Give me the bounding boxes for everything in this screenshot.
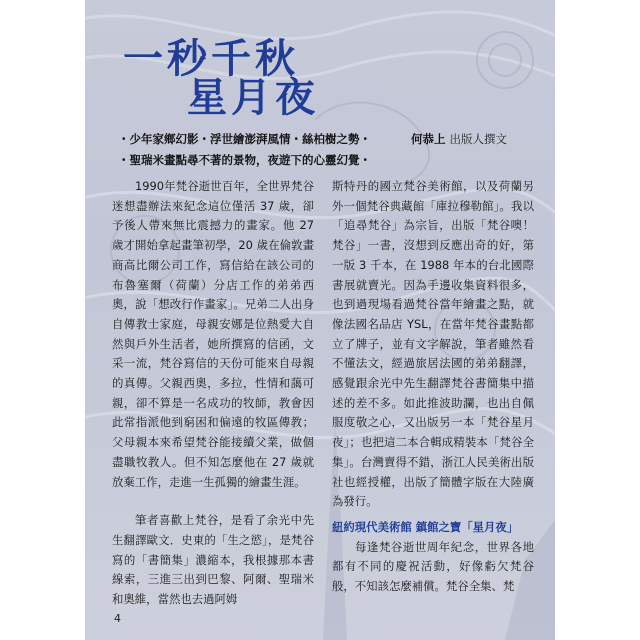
subtitle-line-1: ・少年家鄉幻影・浮世繪澎湃風情・絲柏樹之勢・ [118, 132, 371, 146]
title-line-1: 一秒千秋 [123, 36, 299, 82]
left-paragraph-2: 筆者喜歡上梵谷，是看了余光中先生翻譯歐文．史東的「生之慾」，是梵谷寫的「書簡集」濃縮本，我根據那本書線索，三進三出到巴黎、阿爾、聖瑞米和奧維，當然也去過阿姆 [112, 513, 314, 607]
subtitle-block [118, 129, 418, 171]
title-line-2: 星月夜 [187, 75, 319, 121]
author-name: 何恭上 [411, 132, 446, 146]
right-column [332, 177, 534, 597]
section-heading: 紐約現代美術館 鎮館之寶「星月夜」 [332, 519, 519, 534]
left-column [112, 177, 314, 610]
author-credit [411, 129, 507, 150]
author-role: 出版人撰文 [449, 132, 507, 146]
magazine-page [85, 0, 555, 640]
left-paragraph-1: 1990年梵谷逝世百年，全世界梵谷迷想盡辦法來紀念這位僅活 37 歲，卻予後人帶來無比震撼力的畫家。他 27 歲才開始拿起畫筆初學，20 歲在倫敦畫商高比爾公司工作，寫信給在該公司的布魯塞爾（荷蘭）分店工作的弟弟西奧，說「想改行作畫家」。兄弟二人出身自傳教士家庭，母親安娜是位熱愛大自然與戶外生活者，她所撰寫的信函，文采一流，梵谷寫信的天份可能來自母親的真傳。父親西奧，多拉，性情和藹可親，卻不算是一名成功的牧師，教會因此常指派他到窮困和偏遠的牧區傳教；父母親本來希望梵谷能接續父業，做個盡職牧教人。但不知怎麼他在 27 歲就放棄工作，走進一生孤獨的繪畫生涯。 [112, 179, 314, 489]
subtitle-line-2: ・聖瑞米畫點尋不著的景物，夜遊下的心靈幻覺・ [118, 153, 371, 167]
page-number: 4 [114, 612, 121, 625]
right-paragraph-2: 每逢梵谷逝世周年紀念，世界各地都有不同的慶祝活動，好像虧欠梵谷般，不知該怎麼補償。梵谷全集、梵 [332, 539, 534, 594]
right-paragraph-1: 斯特丹的國立梵谷美術館，以及荷蘭另外一個梵谷典藏館「庫拉穆勒館」。我以「追尋梵谷」為宗旨，出版「梵谷噢！梵谷」一書，沒想到反應出奇的好，第一版 3 千本，在 1988 年本的台北國際書展就賣光。因為手邊收集資料很多，也到過現場看過梵谷當年繪畫之點，就像法國名品店 YSL，在當年梵谷畫點都立了牌子，並有文字解說，筆者雖然看不懂法文，經過旅居法國的弟弟翻譯，感覺跟余光中先生翻譯梵谷書簡集中描述的差不多。如此推波助瀾，也出自佩服度敬之心，又出版另一本「梵谷星月夜」；也把這二本合輯成精裝本「梵谷全集」。台灣賣得不錯，浙江人民美術出版社也經授權，出版了簡體字版在大陸廣為發行。 [332, 179, 534, 509]
